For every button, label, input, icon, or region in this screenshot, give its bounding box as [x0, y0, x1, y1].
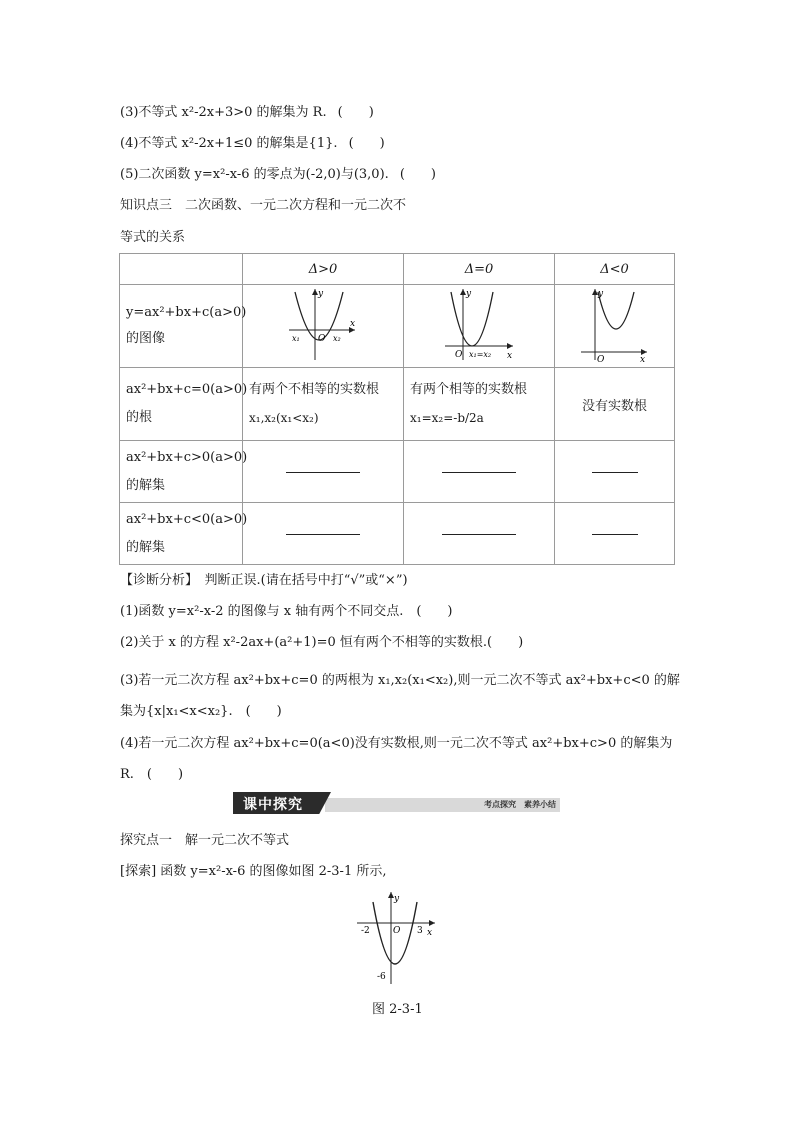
- explore-intro: [探索] 函数 y=x²-x-6 的图像如图 2-3-1 所示,: [120, 864, 387, 879]
- x-axis-label: x: [639, 355, 645, 362]
- lt-blank-delta-neg[interactable]: [555, 503, 675, 565]
- diagnosis-item-1: (1)函数 y=x²-x-2 的图像与 x 轴有两个不同交点. ( ): [120, 604, 453, 619]
- x-axis-label: x: [350, 319, 356, 329]
- figure-parabola-graph: [355, 890, 445, 986]
- answer-blank[interactable]: ( ): [337, 105, 374, 120]
- diagnosis-heading: 【诊断分析】 判断正误.(请在括号中打“√”或“×”): [120, 573, 408, 588]
- parabola-no-root-graph: [577, 286, 653, 362]
- diagnosis-item-2: (2)关于 x 的方程 x²-2ax+(a²+1)=0 恒有两个不相等的实数根.( ): [120, 635, 524, 650]
- roots-delta-neg: 没有实数根: [555, 368, 675, 441]
- lt-blank-delta-pos[interactable]: [243, 503, 404, 565]
- row-label-roots: ax²+bx+c=0(a>0) 的根: [120, 368, 243, 441]
- relation-table: [119, 253, 675, 565]
- parabola-one-root-graph: [441, 286, 517, 362]
- roots-delta-pos: 有两个不相等的实数根 x₁,x₂(x₁<x₂): [243, 368, 404, 441]
- root-x2-label: x₂: [333, 334, 341, 343]
- banner-title: 课中探究: [243, 797, 303, 813]
- table-row-lt-solution: [120, 503, 675, 565]
- header-delta-neg: Δ<0: [555, 254, 675, 285]
- graph-delta-zero: [404, 285, 555, 368]
- answer-blank[interactable]: ( ): [399, 167, 436, 182]
- x-axis-label: x: [427, 928, 433, 938]
- gt-blank-delta-zero[interactable]: [404, 441, 555, 503]
- answer-blank[interactable]: ( ): [348, 136, 385, 151]
- diagnosis-item-3: (3)若一元二次方程 ax²+bx+c=0 的两根为 x₁,x₂(x₁<x₂),则一元二次不等式 ax²+bx+c<0 的解集为{x|x₁<x<x₂}. ( ): [120, 673, 680, 719]
- origin-label: O: [455, 350, 463, 360]
- y-axis-label: y: [597, 289, 603, 299]
- header-delta-pos: Δ>0: [243, 254, 404, 285]
- origin-label: O: [393, 926, 401, 936]
- parabola-two-roots-graph: [285, 286, 361, 362]
- section-title-cont: 等式的关系: [120, 230, 186, 245]
- header-empty: [120, 254, 243, 285]
- table-header-row: [120, 254, 675, 285]
- tick-neg2: -2: [361, 926, 370, 936]
- figure-caption: 图 2-3-1: [372, 1002, 423, 1017]
- section-title: 知识点三 二次函数、一元二次方程和一元二次不: [120, 198, 407, 213]
- judge-item-3: (3)不等式 x²-2x+3>0 的解集为 R. ( ): [120, 104, 381, 122]
- root-x1-label: x₁: [292, 334, 300, 343]
- x-axis-label: x: [507, 351, 513, 361]
- table-row-gt-solution: [120, 441, 675, 503]
- header-delta-zero: Δ=0: [404, 254, 555, 285]
- lt-blank-delta-zero[interactable]: [404, 503, 555, 565]
- diagnosis-item-4: (4)若一元二次方程 ax²+bx+c=0(a<0)没有实数根,则一元二次不等式 ax²+bx+c>0 的解集为 R. ( ): [120, 736, 673, 782]
- banner-subtitle: 考点探究 素养小结: [484, 800, 556, 809]
- judge-item-4: (4)不等式 x²-2x+1≤0 的解集是{1}. ( ): [120, 135, 392, 153]
- graph-delta-pos: [243, 285, 404, 368]
- graph-delta-neg: [555, 285, 675, 368]
- table-row-graph: [120, 285, 675, 368]
- origin-label: O: [596, 355, 604, 362]
- double-root-label: x₁=x₂: [469, 350, 492, 359]
- row-label-gt: ax²+bx+c>0(a>0) 的解集: [120, 441, 243, 503]
- judge-item-5: (5)二次函数 y=x²-x-6 的零点为(-2,0)与(3,0). ( ): [120, 166, 443, 184]
- origin-label: O: [318, 334, 326, 344]
- tick-3: 3: [417, 926, 423, 936]
- y-axis-label: y: [394, 894, 400, 904]
- tick-neg6: -6: [377, 972, 386, 982]
- gt-blank-delta-pos[interactable]: [243, 441, 404, 503]
- y-axis-label: y: [318, 289, 324, 299]
- row-label-lt: ax²+bx+c<0(a>0) 的解集: [120, 503, 243, 565]
- explore-title: 探究点一 解一元二次不等式: [120, 833, 290, 848]
- roots-delta-zero: 有两个相等的实数根 x₁=x₂=-b/2a: [404, 368, 555, 441]
- gt-blank-delta-neg[interactable]: [555, 441, 675, 503]
- section-banner: [233, 792, 560, 814]
- table-row-roots: [120, 368, 675, 441]
- row-label-graph: y=ax²+bx+c(a>0) 的图像: [120, 285, 243, 368]
- y-axis-label: y: [466, 289, 472, 299]
